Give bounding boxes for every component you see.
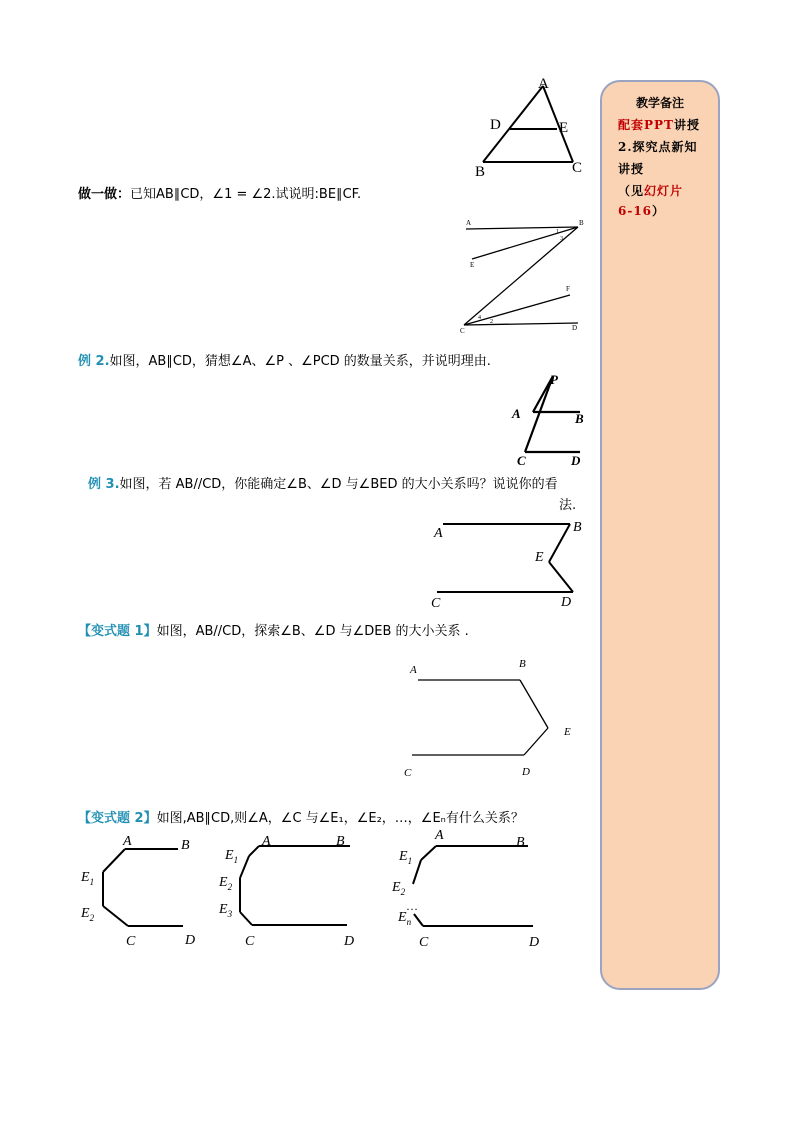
z-label-E: E — [470, 261, 475, 269]
v2b-label-E3: $E_3$ — [219, 902, 233, 919]
practice-text: 已知AB∥CD，∠1 = ∠2.试说明:BE∥CF. — [130, 187, 362, 202]
v2a-label-E2: $E_2$ — [81, 906, 95, 923]
z-angle-2: 2 — [490, 319, 493, 325]
v2b-label-D: D — [344, 934, 355, 949]
variant2-figure-b — [215, 828, 365, 953]
v2c-label-C: C — [419, 935, 429, 950]
v2b-label-A: A — [262, 834, 271, 849]
v1-label-B: B — [519, 658, 526, 670]
v2c-label-E1: $E_1$ — [399, 849, 413, 866]
notes-line-4: （见幻灯片 — [618, 184, 684, 198]
v2c-label-A: A — [435, 828, 444, 843]
ex2-label-A: A — [512, 406, 521, 421]
z-figure — [460, 215, 585, 335]
v2a-label-C: C — [126, 934, 136, 949]
ex3-label-A: A — [434, 526, 443, 541]
example3-figure — [425, 515, 590, 615]
v2a-label-D: D — [185, 933, 196, 948]
label-A: A — [538, 76, 549, 92]
example3-paragraph — [88, 473, 558, 492]
z-angle-1: 1 — [556, 229, 559, 235]
notes-line-1: 配套PPT讲授 — [618, 118, 700, 132]
ex2-label-P: P — [550, 372, 558, 387]
v2a-label-B: B — [181, 838, 190, 853]
example3-text: 如图，若 AB//CD，你能确定∠B、∠D 与∠BED 的大小关系吗？说说你的看 — [119, 477, 558, 492]
v2b-label-E2: $E_2$ — [219, 875, 233, 892]
z-label-A: A — [466, 219, 472, 227]
variant2-figure-c — [390, 822, 550, 952]
v2c-label-En: $E_n$ — [398, 910, 412, 927]
v1-label-A: A — [410, 664, 417, 676]
notes-line-2: 2.探究点新知 — [618, 140, 698, 154]
variant2-figure-a — [75, 828, 205, 953]
label-D: D — [490, 117, 501, 133]
v1-label-D: D — [522, 766, 530, 778]
example3-text-cont: 法. — [559, 498, 577, 513]
practice-paragraph — [78, 183, 361, 202]
z-angle-4: 4 — [478, 315, 481, 321]
example2-text: 如图，AB∥CD，猜想∠A、∠P 、∠PCD 的数量关系，并说明理由. — [109, 354, 491, 369]
v2a-label-E1: $E_1$ — [81, 870, 95, 887]
v2c-label-D: D — [529, 935, 540, 950]
v2b-label-E1: $E_1$ — [225, 848, 239, 865]
example2-paragraph — [78, 350, 491, 369]
z-label-D: D — [572, 324, 578, 332]
z-label-C: C — [460, 327, 465, 335]
v2b-label-C: C — [245, 934, 255, 949]
ex3-label-D: D — [561, 595, 572, 610]
ex3-label-C: C — [431, 596, 441, 611]
triangle-figure — [470, 72, 590, 182]
variant2-label: 【变式题 2】 — [78, 811, 157, 826]
z-label-F: F — [566, 285, 570, 293]
v1-label-E: E — [564, 726, 571, 738]
variant1-paragraph — [78, 620, 469, 639]
example3-label: 例 3. — [88, 477, 120, 492]
ex2-label-C: C — [517, 453, 526, 468]
v2c-ellipsis: … — [406, 899, 418, 913]
ex3-label-B: B — [573, 520, 582, 535]
label-B: B — [475, 164, 486, 180]
v2c-label-B: B — [516, 835, 525, 850]
v2b-label-B: B — [336, 834, 345, 849]
ex3-label-E: E — [535, 550, 544, 565]
notes-title: 教学备注 — [635, 96, 684, 110]
label-C: C — [572, 160, 583, 176]
teaching-notes-panel — [600, 80, 720, 990]
label-E: E — [559, 120, 569, 136]
variant1-label: 【变式题 1】 — [78, 624, 157, 639]
notes-line-3: 讲授 — [618, 162, 645, 176]
z-label-B: B — [579, 219, 584, 227]
ex2-label-B: B — [575, 411, 584, 426]
v2c-label-E2: $E_2$ — [392, 880, 406, 897]
variant1-text: 如图，AB//CD，探索∠B、∠D 与∠DEB 的大小关系 . — [156, 624, 469, 639]
notes-line-5: 6-16） — [618, 204, 666, 218]
example2-label: 例 2. — [78, 354, 110, 369]
v2a-label-A: A — [123, 834, 132, 849]
ex2-label-D: D — [571, 453, 581, 468]
example2-figure — [505, 368, 595, 468]
z-angle-3: 3 — [560, 236, 563, 242]
variant2-text: 如图,AB∥CD,则∠A，∠C 与∠E₁，∠E₂，…，∠Eₙ有什么关系？ — [156, 811, 524, 826]
variant1-figure — [400, 655, 580, 785]
practice-label: 做一做： — [78, 187, 131, 202]
v1-label-C: C — [404, 767, 412, 779]
